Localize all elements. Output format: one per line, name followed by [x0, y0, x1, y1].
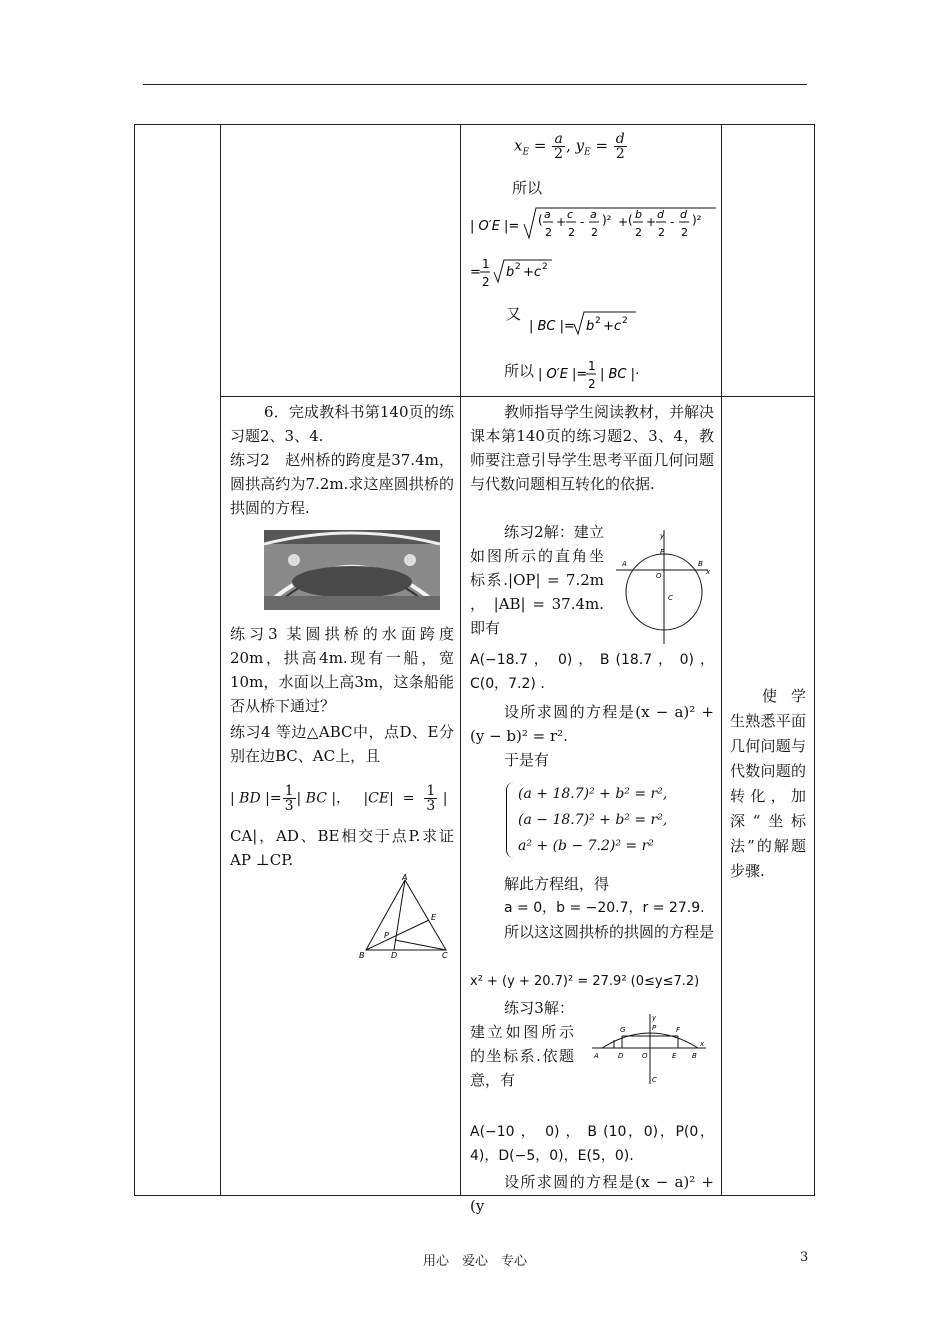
svg-text:E: E — [672, 1052, 677, 1060]
svg-text:b: b — [635, 208, 642, 221]
svg-text:E: E — [431, 913, 437, 922]
system-eq-2: (a − 18.7)² + b² = r², — [518, 812, 668, 828]
svg-text:d: d — [680, 208, 687, 221]
svg-text:P: P — [652, 1024, 657, 1032]
conclusion-text: 所以这这圆拱桥的拱圆的方程是 — [504, 923, 715, 941]
svg-text:1: 1 — [588, 359, 596, 373]
svg-text:a: a — [590, 208, 597, 221]
svg-text:B: B — [359, 951, 365, 960]
svg-text:2: 2 — [595, 316, 601, 326]
svg-text:B: B — [692, 1052, 697, 1060]
svg-text:2: 2 — [515, 262, 521, 272]
svg-text:c: c — [567, 208, 574, 221]
exercise-3-solution: 练习3解：建立如图所示的坐标系.依题意，有 — [470, 999, 574, 1089]
svg-text:(: ( — [538, 213, 543, 227]
design-intent-note: 使学生熟悉平面几何问题与代数问题的转化，加深“坐标法”的解题步骤. — [730, 687, 806, 880]
exercise-3-text: 练习3 某圆拱桥的水面跨度20m，拱高4m.现有一船，宽10m，水面以上高3m，这条船能否从桥下通过？ — [230, 625, 454, 715]
system-brace — [506, 782, 517, 858]
solve-label: 解此方程组，得 — [504, 875, 610, 893]
exercise-4-text: 练习4 等边△ABC中，点D、E分别在边BC、AC上，且 — [230, 723, 454, 765]
therefore-label-2: 所以 — [504, 362, 535, 380]
svg-text:B: B — [698, 560, 703, 568]
fraction-a-over-2: $\frac{a}{2}$ — [554, 131, 564, 162]
svg-text:2: 2 — [482, 275, 490, 289]
svg-text:-: - — [670, 215, 675, 229]
table-border-left — [134, 124, 135, 1196]
circle-equation-setup: 设所求圆的方程是(x − a)² + (y − b)² = r². — [470, 703, 714, 745]
svg-text:2: 2 — [588, 377, 596, 391]
exercise-2-points: A(−18.7 ， 0) ， B (18.7 ， 0) ， C(0，7.2) . — [470, 652, 714, 692]
svg-text:y: y — [660, 532, 665, 540]
svg-text:A: A — [622, 560, 627, 568]
svg-text:+: + — [603, 319, 614, 334]
svg-text:P: P — [660, 548, 665, 556]
final-equation: x² + (y + 20.7)² = 27.9² (0≤y≤7.2) — [470, 974, 700, 989]
svg-text:2: 2 — [635, 226, 642, 239]
svg-text:| BC |=: | BC |= — [529, 319, 575, 334]
solution-values: a = 0，b = −20.7，r = 27.9. — [504, 900, 705, 916]
svg-text:a: a — [544, 208, 551, 221]
page-number: 3 — [800, 1250, 809, 1265]
circle-coordinate-diagram — [616, 528, 712, 646]
bridge-photo — [264, 530, 440, 610]
exercise-3-equation-setup: 设所求圆的方程是(x − a)² + (y — [470, 1173, 714, 1215]
svg-text:A: A — [402, 874, 408, 882]
svg-text:2: 2 — [568, 226, 575, 239]
exercise-3-points: A(−10 ， 0) ， B (10，0)，P(0，4)，D(−5，0)，E(5，0). — [470, 1124, 714, 1164]
therefore-label-1: 所以 — [512, 179, 543, 197]
svg-text:b: b — [586, 319, 595, 334]
table-border-top — [134, 124, 815, 125]
svg-text:d: d — [657, 208, 664, 221]
table-border-right — [814, 124, 815, 1196]
svg-text:(: ( — [628, 213, 633, 227]
teacher-guidance-text: 教师指导学生阅读教材，并解决课本第140页的练习题2、3、4，教师要注意引导学生思考平面几何问题与代数问题相互转化的依据. — [470, 403, 715, 493]
exercise-4-conclusion: CA|，AD、BE相交于点P.求证AP ⊥CP. — [230, 827, 454, 869]
svg-text:A: A — [594, 1052, 599, 1060]
svg-text:D: D — [618, 1052, 624, 1060]
bd-ce-ratio: | BD |= $\frac{1}{3}$ | BC |， |CE| = $\frac{1}{3}$ | — [230, 783, 448, 814]
so-we-have-label: 于是有 — [504, 751, 550, 769]
header-rule — [143, 84, 807, 85]
svg-text:C: C — [668, 594, 673, 602]
exercise-2-text: 练习2 赵州桥的跨度是37.4m，圆拱高约为7.2m.求这座圆拱桥的拱圆的方程. — [230, 451, 454, 517]
svg-text:| O′E |=: | O′E |= — [470, 219, 520, 234]
lesson-table — [134, 124, 815, 1215]
system-eq-3: a² + (b − 7.2)² = r² — [518, 838, 654, 854]
fraction-d-over-2: $\frac{d}{2}$ — [615, 131, 625, 162]
svg-text:O: O — [656, 572, 662, 580]
also-label: 又 — [506, 305, 522, 323]
svg-text:C: C — [652, 1076, 657, 1084]
svg-text:2: 2 — [658, 226, 665, 239]
svg-text:C: C — [442, 951, 448, 960]
svg-text:2: 2 — [542, 262, 548, 272]
svg-text:| O′E |=: | O′E |= — [538, 367, 588, 382]
svg-text:b: b — [506, 265, 515, 280]
svg-text:c: c — [534, 265, 542, 280]
svg-text:x: x — [706, 568, 711, 576]
svg-text:1: 1 — [482, 257, 490, 271]
svg-text:| BC |·: | BC |· — [600, 367, 640, 382]
arch-coordinate-diagram — [592, 1010, 708, 1086]
svg-text:2: 2 — [591, 226, 598, 239]
task-6-text: 6．完成教科书第140页的练习题2、3、4. — [230, 403, 454, 445]
svg-text:D: D — [391, 951, 398, 960]
footer-motto: 用心 爱心 专心 — [422, 1254, 527, 1269]
svg-text:F: F — [676, 1026, 681, 1034]
svg-text:)²: )² — [692, 213, 702, 227]
xe-ye-formula: $x_E$ = $\frac{a}{2}$ , $y_E$ = $\frac{d}{2}$ — [514, 131, 625, 162]
svg-text:-: - — [580, 215, 585, 229]
svg-text:G: G — [620, 1026, 626, 1034]
svg-text:+: + — [556, 215, 567, 229]
column-divider-1 — [220, 124, 221, 1196]
svg-text:x: x — [700, 1040, 705, 1048]
triangle-diagram — [358, 874, 452, 962]
svg-text:2: 2 — [681, 226, 688, 239]
svg-text:+: + — [523, 265, 534, 280]
svg-text:2: 2 — [545, 226, 552, 239]
exercise-2-solution: 练习2解：建立如图所示的直角坐标系.|OP| = 7.2m ， |AB| = 37.4m.即有 — [470, 523, 604, 637]
svg-text:2: 2 — [622, 316, 628, 326]
svg-text:P: P — [384, 931, 389, 940]
svg-text:O: O — [642, 1052, 648, 1060]
svg-text:y: y — [652, 1014, 657, 1022]
svg-text:c: c — [614, 319, 622, 334]
svg-text:=: = — [470, 265, 481, 280]
column-divider-2 — [460, 124, 461, 1196]
svg-text:+: + — [646, 215, 657, 229]
column-divider-3 — [721, 124, 722, 1196]
svg-text:+: + — [618, 215, 629, 229]
svg-text:)²: )² — [602, 213, 612, 227]
system-eq-1: (a + 18.7)² + b² = r², — [518, 786, 668, 802]
